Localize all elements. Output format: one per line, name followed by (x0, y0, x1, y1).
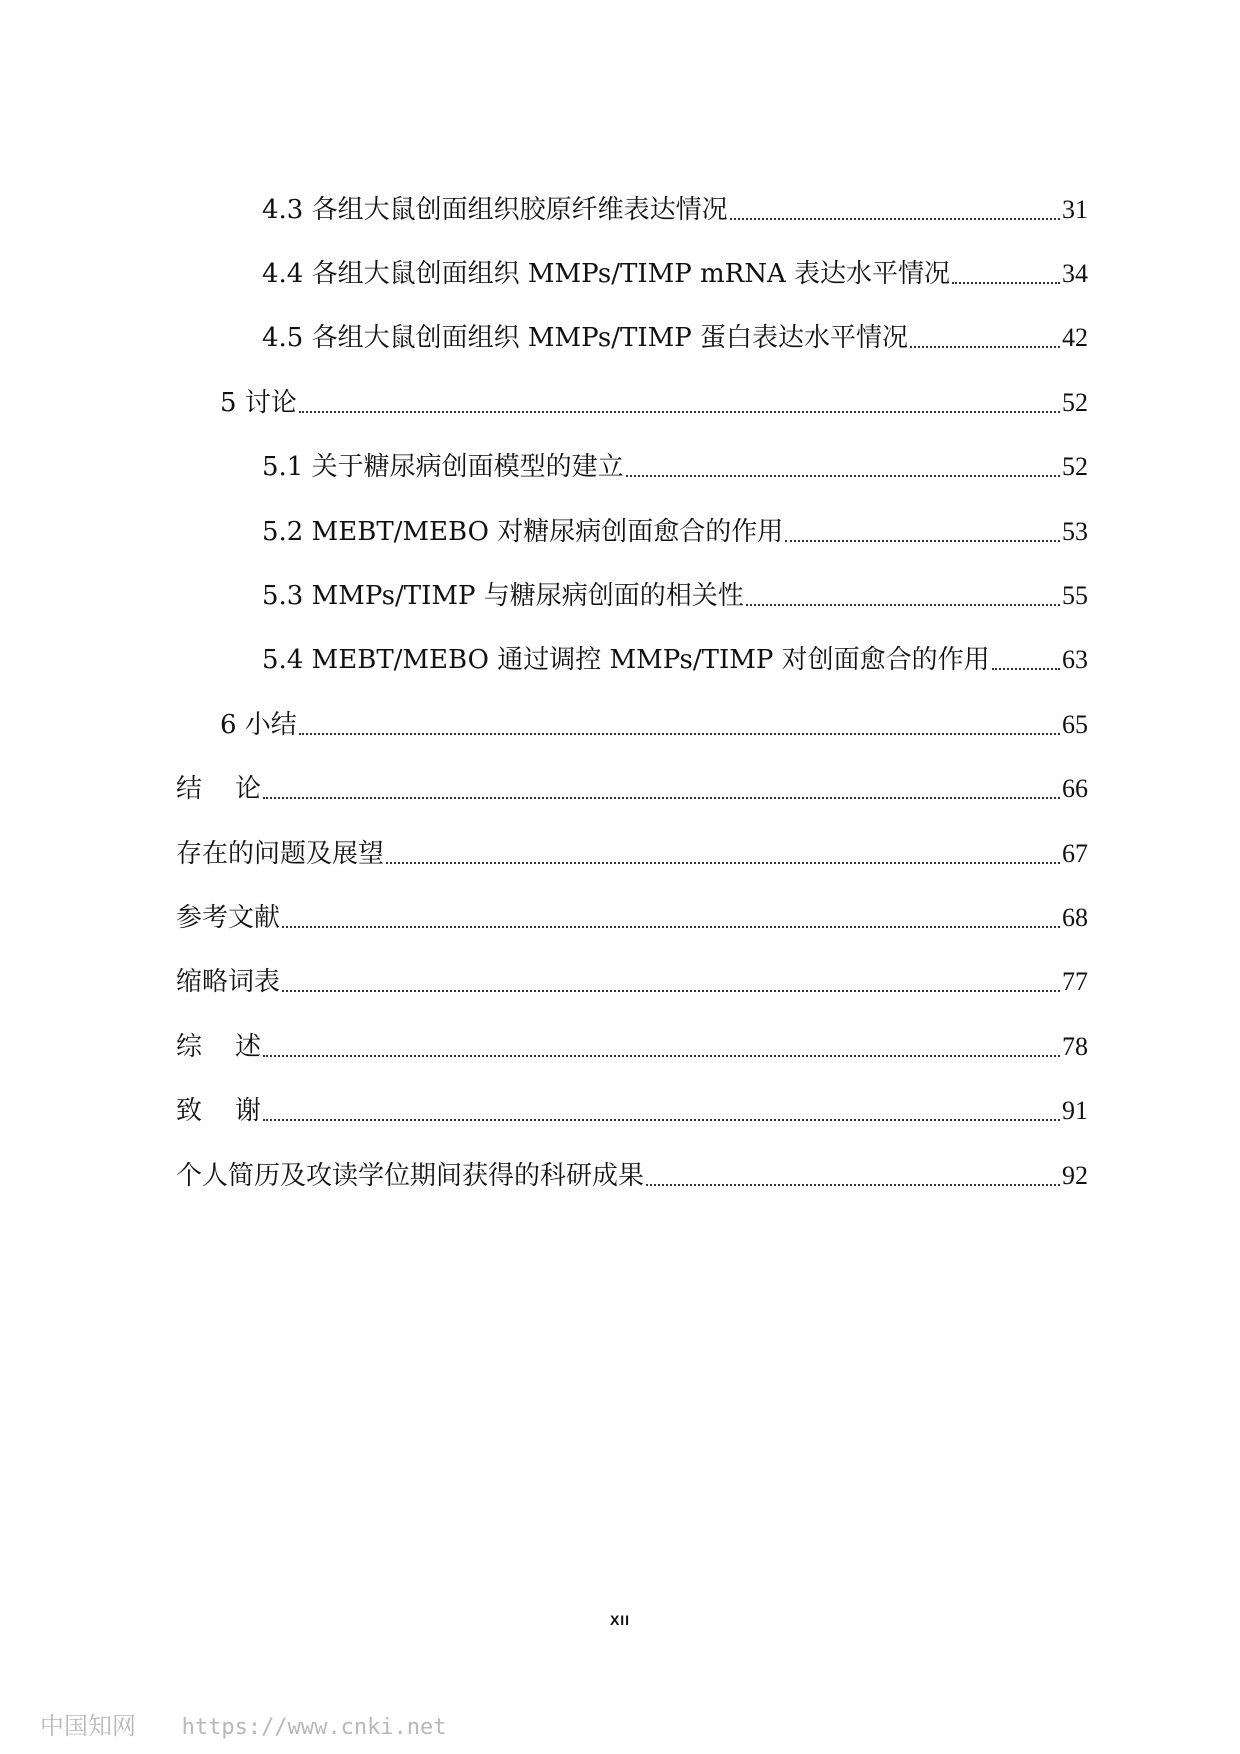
toc-entry-label: 综 述 (176, 1032, 262, 1062)
toc-entry-label: 5.4 MEBT/MEBO 通过调控 MMPs/TIMP 对创面愈合的作用 (262, 645, 990, 675)
toc-page-number: 66 (1062, 774, 1088, 803)
toc-entry-label: 4.4 各组大鼠创面组织 MMPs/TIMP mRNA 表达水平情况 (262, 259, 951, 289)
toc-entry-4-5[interactable] (262, 318, 1088, 358)
toc-entry-label: 5.2 MEBT/MEBO 对糖尿病创面愈合的作用 (262, 517, 784, 547)
toc-dot-leader (299, 383, 1060, 423)
toc-entry-abbreviations[interactable] (176, 962, 1088, 1002)
toc-page-number: 92 (1062, 1161, 1088, 1190)
toc-entry-label: 4.3 各组大鼠创面组织胶原纤维表达情况 (262, 195, 728, 225)
toc-entry-review[interactable] (176, 1027, 1088, 1067)
toc-entry-label: 个人简历及攻读学位期间获得的科研成果 (176, 1161, 645, 1191)
toc-entry-label: 致 谢 (176, 1096, 262, 1126)
toc-page-number: 52 (1062, 452, 1088, 481)
toc-dot-leader (952, 254, 1060, 294)
toc-entry-label: 参考文献 (176, 903, 281, 933)
toc-entry-label: 5.3 MMPs/TIMP 与糖尿病创面的相关性 (262, 581, 744, 611)
toc-page-number: 53 (1062, 517, 1088, 546)
toc-entry-label: 存在的问题及展望 (176, 839, 385, 869)
toc-dot-leader (263, 769, 1060, 809)
toc-dot-leader (992, 640, 1060, 680)
toc-dot-leader (746, 576, 1060, 616)
toc-entry-conclusion[interactable] (176, 769, 1088, 809)
cnki-watermark (40, 1706, 447, 1741)
toc-dot-leader (263, 1091, 1060, 1131)
toc-dot-leader (730, 190, 1060, 230)
toc-dot-leader (263, 1027, 1060, 1067)
watermark-url: https://www.cnki.net (181, 1715, 447, 1740)
toc-entry-acknowledgements[interactable] (176, 1091, 1088, 1131)
toc-entry-label: 5.1 关于糖尿病创面模型的建立 (262, 452, 624, 482)
toc-entry-5-2[interactable] (262, 512, 1088, 552)
toc-page-number: 77 (1062, 967, 1088, 996)
toc-page-number: 68 (1062, 903, 1088, 932)
toc-entry-label: 结 论 (176, 774, 262, 804)
toc-dot-leader (626, 447, 1060, 487)
toc-entry-label: 6 小结 (220, 710, 297, 740)
toc-dot-leader (299, 705, 1060, 745)
toc-page-number: 67 (1062, 839, 1088, 868)
toc-page-number: 52 (1062, 388, 1088, 417)
toc-dot-leader (785, 512, 1060, 552)
toc-entry-5-3[interactable] (262, 576, 1088, 616)
toc-entry-label: 5 讨论 (220, 388, 297, 418)
toc-entry-5-1[interactable] (262, 447, 1088, 487)
toc-entry-label: 缩略词表 (176, 967, 281, 997)
toc-entry-5[interactable] (220, 383, 1088, 423)
toc-page-number: 34 (1062, 259, 1088, 288)
toc-entry-problems-outlook[interactable] (176, 834, 1088, 874)
toc-dot-leader (282, 962, 1060, 1002)
toc-page-number: 42 (1062, 323, 1088, 352)
toc-entry-4-3[interactable] (262, 190, 1088, 230)
toc-entry-6[interactable] (220, 705, 1088, 745)
toc-entry-4-4[interactable] (262, 254, 1088, 294)
toc-page-number: 91 (1062, 1096, 1088, 1125)
toc-page-number: 31 (1062, 195, 1088, 224)
toc-page-number: 63 (1062, 645, 1088, 674)
toc-entry-5-4[interactable] (262, 640, 1088, 680)
watermark-brand: 中国知网 (40, 1712, 136, 1740)
toc-dot-leader (386, 834, 1060, 874)
toc-dot-leader (646, 1156, 1060, 1196)
toc-page-number: 55 (1062, 581, 1088, 610)
toc-entry-label: 4.5 各组大鼠创面组织 MMPs/TIMP 蛋白表达水平情况 (262, 323, 909, 353)
toc-page-number: 65 (1062, 710, 1088, 739)
toc-dot-leader (282, 898, 1060, 938)
page-number-footer: XII (609, 1612, 631, 1628)
toc-entry-resume[interactable] (176, 1156, 1088, 1196)
toc-entry-references[interactable] (176, 898, 1088, 938)
toc-dot-leader (910, 318, 1060, 358)
toc-page-number: 78 (1062, 1032, 1088, 1061)
